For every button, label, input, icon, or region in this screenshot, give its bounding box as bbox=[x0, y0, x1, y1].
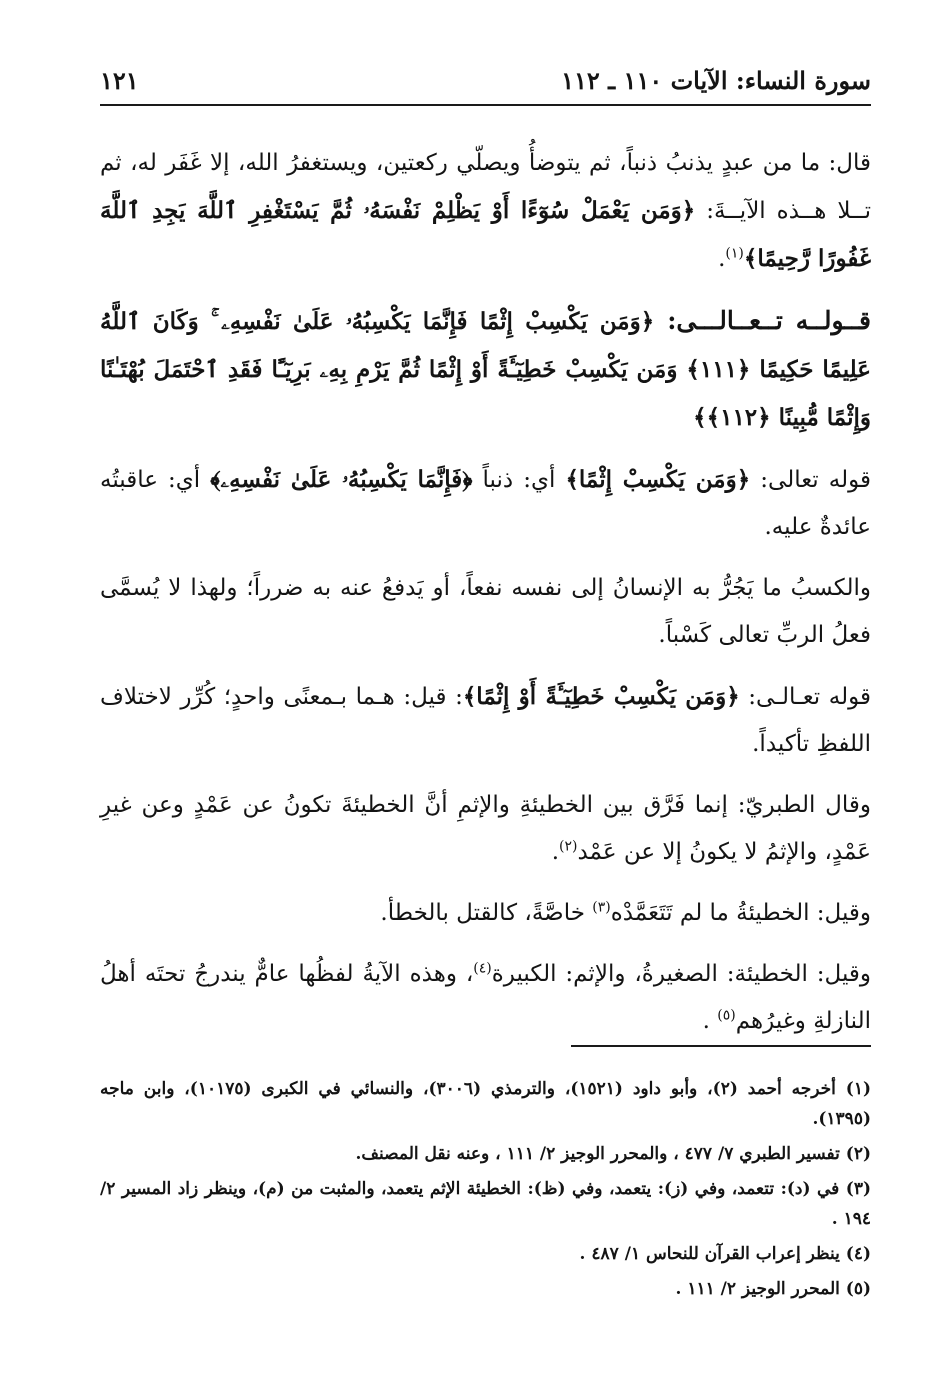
paragraph-text: أي: عاقبتُه عائدةٌ عليه. bbox=[100, 467, 871, 540]
footnote-separator bbox=[571, 1045, 871, 1047]
paragraph-saghira bbox=[100, 951, 871, 1045]
punctuation: . bbox=[551, 839, 559, 865]
footnote-ref: (١) bbox=[725, 245, 744, 262]
paragraph-text: وقيل: الخطيئةُ ما لم تَتَعَمَّدْه bbox=[610, 900, 871, 926]
paragraph-text: وقال الطبريّ: إنما فَرَّق بين الخطيئةِ والإثمِ أنَّ الخطيئةَ تكونُ عن عَمْدٍ وعن غيرِ عَمْدٍ، والإثمُ لا يكونُ إلا عن عَمْد bbox=[100, 792, 871, 865]
paragraph-commentary bbox=[100, 456, 871, 551]
footnote-ref: (٢) bbox=[559, 838, 578, 855]
verse-heading-label: قــولــه تــعــالـــى: bbox=[654, 306, 871, 335]
paragraph-verse-heading bbox=[100, 297, 871, 442]
quran-verse: ﴿وَمَن يَكْسِبْ إِثْمًا﴾ bbox=[565, 466, 751, 493]
footnote-item: (٥) المحرر الوجيز ٢/ ١١١ . bbox=[675, 1279, 871, 1299]
paragraph-text: : قيل: هـما بـمعنًى واحدٍ؛ كُرِّر لاختلاف اللفظِ تأكيداً. bbox=[100, 684, 871, 757]
footnote-ref: (٤) bbox=[473, 960, 492, 977]
quran-verse: ﴿وَمَن يَعْمَلْ سُوٓءًا أَوْ يَظْلِمْ نَفْسَهُۥ ثُمَّ يَسْتَغْفِرِ ٱللَّهَ يَجِدِ ٱللَّهَ غَفُورًا رَّحِيمًا﴾ bbox=[100, 197, 871, 272]
surah-title: سورة النساء: الآيات ١١٠ ـ ١١٢ bbox=[561, 66, 871, 95]
paragraph-commentary bbox=[100, 673, 871, 768]
paragraph-khatia bbox=[100, 890, 871, 937]
footnote-item: (٢) تفسير الطبري ٧/ ٤٧٧ ، والمحرر الوجيز ٢/ ١١١ ، وعنه نقل المصنف. bbox=[355, 1144, 871, 1164]
paragraph-text: أي: ذنباً bbox=[472, 467, 566, 493]
footnote-ref: (٣) bbox=[592, 899, 611, 916]
paragraph-text: قوله تعالى: bbox=[750, 467, 871, 493]
quran-verse: ﴿فَإِنَّمَا يَكْسِبُهُۥ عَلَىٰ نَفْسِهِۦ﴾ bbox=[210, 466, 473, 493]
footnote-item: (١) أخرجه أحمد (٢)، وأبو داود (١٥٢١)، والترمذي (٣٠٠٦)، والنسائي في الكبرى (١٠١٧٥)، وابن ماجه (١٣٩٥). bbox=[100, 1079, 872, 1129]
main-text bbox=[100, 140, 871, 1059]
paragraph-text: ، وهذه الآيةُ لفظُها عامٌّ يندرجُ تحتَه أهلُ النازلةِ وغيرُهم bbox=[100, 961, 871, 1034]
paragraph-text: خاصَّةً، كالقتل بالخطأ. bbox=[380, 900, 593, 926]
footnote-item: (٤) ينظر إعراب القرآن للنحاس ١/ ٤٨٧ . bbox=[579, 1244, 871, 1264]
paragraph-tabari bbox=[100, 782, 871, 876]
running-header bbox=[100, 66, 871, 96]
punctuation: . bbox=[702, 1008, 718, 1034]
paragraph-kasb: والكسبُ ما يَجُرُّ به الإنسانُ إلى نفسه نفعاً، أو يَدفعُ عنه به ضرراً؛ ولهذا لا يُسمَّى فعلُ الربِّ تعالى كَسْباً. bbox=[100, 575, 871, 648]
paragraph-text: قوله تعـالـى: bbox=[739, 684, 871, 710]
paragraph-text: وقيل: الخطيئة: الصغيرةُ، والإثم: الكبيرة bbox=[491, 961, 871, 987]
page-number: ١٢١ bbox=[100, 66, 139, 95]
punctuation: . bbox=[718, 246, 726, 272]
header-rule bbox=[100, 104, 871, 106]
footnote-item: (٣) في (د): تتعمد، وفي (ز): يتعمد، وفي (ظ): الخطيئة الإثم يتعمد، والمثبت من (م)، وينظر زاد المسير ٢/ ١٩٤ . bbox=[100, 1179, 871, 1229]
paragraph-text: قال: ما من عبدٍ يذنبُ ذنباً، ثم يتوضأُ ويصلّي ركعتين، ويستغفرُ الله، إلا غَفَر له، ثم تــلا هــذه الآيــةَ: bbox=[100, 150, 871, 224]
footnote-ref: (٥) bbox=[717, 1007, 736, 1024]
quran-verse: ﴿وَمَن يَكْسِبْ خَطِيٓـَٔةً أَوْ إِثْمًا﴾ bbox=[462, 683, 740, 710]
paragraph-hadith bbox=[100, 140, 871, 283]
quran-verse: ﴿وَمَن يَكْسِبْ إِثْمًا فَإِنَّمَا يَكْسِبُهُۥ عَلَىٰ نَفْسِهِۦ ۚ وَكَانَ ٱللَّهُ عَلِيمًا حَكِيمًا ﴿١١١﴾ وَمَن يَكْسِبْ خَطِيٓـَٔةً أَوْ إِثْمًا ثُمَّ يَرْمِ بِهِۦ بَرِيٓـًٔا فَقَدِ ٱحْتَمَلَ بُهْتَـٰنًا وَإِثْمًا مُّبِينًا ﴿١١٢﴾﴾ bbox=[100, 308, 871, 431]
footnotes bbox=[100, 1074, 871, 1309]
